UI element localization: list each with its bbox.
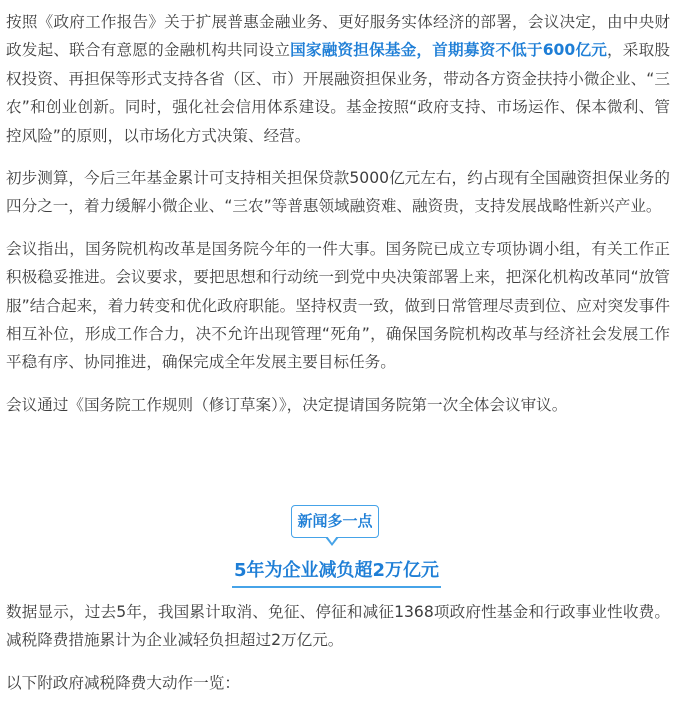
paragraph-fund-decision <box>6 8 670 150</box>
news-extra-badge: 新闻多一点 <box>291 505 379 538</box>
section-heading-text: 5年为企业减负超2万亿元 <box>232 558 441 588</box>
paragraph-fund-decision-lead: 按照《政府工作报告》关于扩展普惠金融业务、更好服务实体经济的部署，会议决定，由中央财政发起、联合有意愿的金融机构共同设立 <box>6 13 670 60</box>
paragraph-estimate: 初步测算，今后三年基金累计可支持相关担保贷款5000亿元左右，约占现有全国融资担保业务的四分之一，着力缓解小微企业、“三农”等普惠领域融资难、融资贵，支持发展战略性新兴产业。 <box>6 169 670 216</box>
paragraph-institutional-reform: 会议指出，国务院机构改革是国务院今年的一件大事。国务院已成立专项协调小组，有关工作正积极稳妥推进。会议要求，要把思想和行动统一到党中央决策部署上来，把深化机构改革同“放管服”结合起来，着力转变和优化政府职能。坚持权责一致，做到日常管理尽责到位、应对突发事件相互补位，形成工作合力，决不允许出现管理“死角”，确保国务院机构改革与经济社会发展工作平稳有序、协同推进，确保完成全年发展主要目标任务。 <box>6 239 670 372</box>
section-heading <box>0 558 673 588</box>
tail-body <box>6 598 670 697</box>
paragraph-list-intro: 以下附政府减税降费大动作一览： <box>6 673 240 692</box>
article-body <box>6 0 670 419</box>
fund-highlight: 国家融资担保基金，首期募资不低于600亿元 <box>290 41 608 60</box>
news-extra-badge-section <box>0 502 673 552</box>
speech-bubble-tail-inner <box>327 536 337 543</box>
paragraph-fund-decision-rest: ，采取股权投资、再担保等形式支持各省（区、市）开展融资担保业务，带动各方资金扶持小微企业、“三农”和创业创新。同时，强化社会信用体系建设。基金按照“政府支持、市场运作、保本微利、管控风险”的原则，以市场化方式决策、经营。 <box>6 41 670 145</box>
paragraph-fee-reduction-data: 数据显示，过去5年，我国累计取消、免征、停征和减征1368项政府性基金和行政事业性收费。减税降费措施累计为企业减轻负担超过2万亿元。 <box>6 603 670 650</box>
paragraph-work-rules: 会议通过《国务院工作规则（修订草案）》，决定提请国务院第一次全体会议审议。 <box>6 395 568 414</box>
